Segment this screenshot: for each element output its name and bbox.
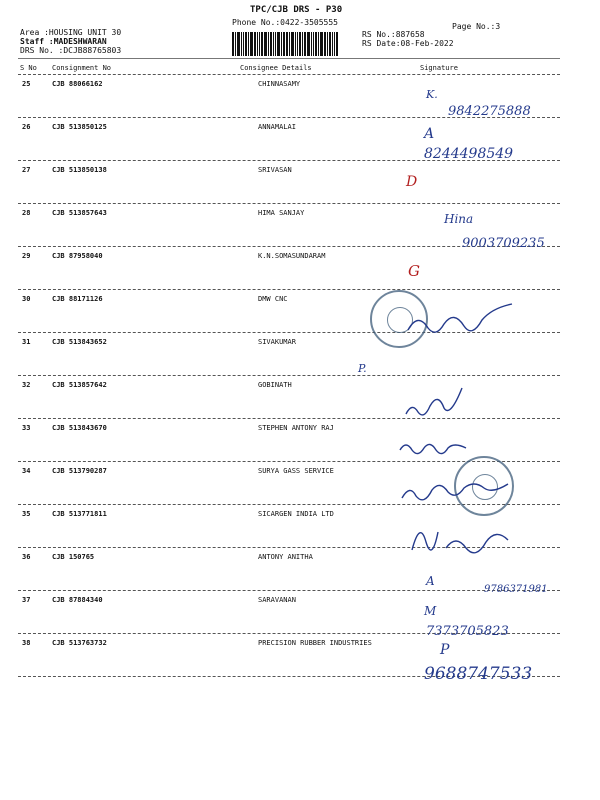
row-consignee: STEPHEN ANTONY RAJ: [258, 424, 334, 432]
handwritten-name: Hina: [444, 212, 474, 226]
row-consignee: ANTONY ANITHA: [258, 553, 313, 561]
col-signature: Signature: [420, 64, 458, 72]
row-consignment-no: CJB 513850125: [52, 123, 107, 131]
signature: [400, 300, 520, 350]
signature: P: [440, 642, 450, 658]
row-consignment-no: CJB 513850138: [52, 166, 107, 174]
barcode: [232, 32, 356, 56]
row-divider: [18, 418, 560, 419]
row-consignment-no: CJB 513843652: [52, 338, 107, 346]
signature: [396, 434, 476, 464]
row-sno: 28: [22, 209, 31, 217]
row-consignment-no: CJB 88066162: [52, 80, 103, 88]
row-divider: [18, 375, 560, 376]
row-sno: 36: [22, 553, 31, 561]
row-consignee: SRIVASAN: [258, 166, 292, 174]
signature: D: [406, 174, 418, 190]
area-label: Area :HOUSING UNIT 30: [20, 28, 122, 37]
table-row: [0, 162, 600, 205]
sheet-title: TPC/CJB DRS - P30: [250, 5, 343, 15]
signature: P.: [358, 362, 367, 375]
signature: [406, 510, 526, 560]
staff-label: Staff :MADESHWARAN: [20, 37, 107, 46]
row-consignment-no: CJB 87884340: [52, 596, 103, 604]
row-consignment-no: CJB 513790287: [52, 467, 107, 475]
handwritten-phone: 9842275888: [448, 104, 531, 119]
row-divider: [18, 203, 560, 204]
col-sno: S No: [20, 64, 37, 72]
row-divider: [18, 590, 560, 591]
page-number: Page No.:3: [452, 22, 501, 31]
row-sno: 35: [22, 510, 31, 518]
phone-number: Phone No.:0422-3505555: [232, 18, 338, 27]
row-consignee: SIVAKUMAR: [258, 338, 296, 346]
handwritten-phone: 9688747533: [424, 664, 533, 684]
signature: A: [424, 126, 435, 142]
row-consignment-no: CJB 513763732: [52, 639, 107, 647]
table-row: [0, 592, 600, 635]
row-consignment-no: CJB 513843670: [52, 424, 107, 432]
row-consignee: SURYA GASS SERVICE: [258, 467, 334, 475]
row-consignment-no: CJB 513857642: [52, 381, 107, 389]
row-consignment-no: CJB 513857643: [52, 209, 107, 217]
drs-number: DRS No. :DCJB88765803: [20, 46, 122, 55]
table-row: [0, 248, 600, 291]
handwritten-phone: 8244498549: [424, 146, 514, 162]
rs-date: RS Date:08-Feb-2022: [362, 39, 454, 48]
col-consignee: Consignee Details: [240, 64, 312, 72]
handwritten-phone: 9786371981: [484, 584, 548, 595]
header-divider: [18, 58, 560, 59]
row-consignment-no: CJB 513771811: [52, 510, 107, 518]
row-sno: 30: [22, 295, 31, 303]
row-sno: 34: [22, 467, 31, 475]
row-sno: 33: [22, 424, 31, 432]
row-consignee: CHINNASAMY: [258, 80, 301, 88]
row-consignment-no: CJB 150765: [52, 553, 95, 561]
signature: [398, 478, 518, 508]
rs-number: RS No.:887658: [362, 30, 425, 39]
row-consignment-no: CJB 87958040: [52, 252, 103, 260]
row-consignee: GOBINATH: [258, 381, 292, 389]
row-sno: 37: [22, 596, 31, 604]
row-sno: 32: [22, 381, 31, 389]
signature: A: [426, 574, 435, 588]
row-consignee: PRECISION RUBBER INDUSTRIES: [258, 639, 372, 647]
row-consignee: SARAVANAN: [258, 596, 296, 604]
row-consignee: DMW CNC: [258, 295, 288, 303]
table-row: [0, 420, 600, 463]
table-row: [0, 377, 600, 420]
row-consignment-no: CJB 88171126: [52, 295, 103, 303]
row-consignee: K.N.SOMASUNDARAM: [258, 252, 326, 260]
signature: [400, 384, 470, 424]
handwritten-phone: 7373705823: [426, 624, 509, 639]
row-divider: [18, 289, 560, 290]
row-consignee: HIMA SANJAY: [258, 209, 305, 217]
row-consignee: SICARGEN INDIA LTD: [258, 510, 334, 518]
row-sno: 31: [22, 338, 31, 346]
row-sno: 38: [22, 639, 31, 647]
handwritten-phone: 9003709235: [462, 236, 545, 251]
column-header-divider: [18, 74, 560, 75]
row-sno: 27: [22, 166, 31, 174]
col-consignment: Consignment No: [52, 64, 112, 72]
row-consignee: ANNAMALAI: [258, 123, 296, 131]
signature: G: [408, 262, 420, 280]
row-sno: 25: [22, 80, 31, 88]
row-sno: 26: [22, 123, 31, 131]
row-sno: 29: [22, 252, 31, 260]
signature: M: [424, 604, 437, 618]
signature: K.: [426, 88, 438, 101]
